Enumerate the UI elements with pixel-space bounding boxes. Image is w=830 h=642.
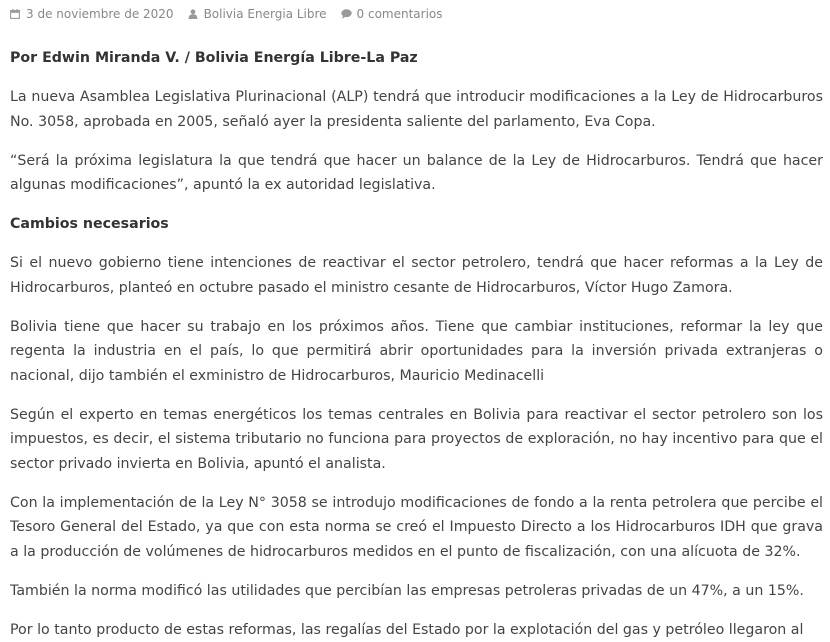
comment-icon <box>341 9 351 19</box>
post-date-text[interactable]: 3 de noviembre de 2020 <box>26 7 174 21</box>
post-author[interactable] <box>188 7 327 21</box>
section-heading <box>10 212 823 237</box>
paragraph: Con la implementación de la Ley N° 3058 se introdujo modificaciones de fondo a la renta petrolera que percibe el Tesoro General del Estado, ya que con esta norma se creó el Impuesto Directo a los Hidrocarburos IDH que grava a la producción de volúmenes de hidrocarburos medidos en el punto de fiscalización, con una alícuota de 32%. <box>10 491 823 565</box>
paragraph: También la norma modificó las utilidades que percibían las empresas petroleras privadas de un 47%, a un 15%. <box>10 579 823 604</box>
article-byline <box>10 46 823 71</box>
article-body <box>10 46 823 642</box>
post-meta <box>10 1 823 27</box>
post-comments-text[interactable]: 0 comentarios <box>357 7 443 21</box>
paragraph: Si el nuevo gobierno tiene intenciones de reactivar el sector petrolero, tendrá que hacer reformas a la Ley de Hidrocarburos, planteó en octubre pasado el ministro cesante de Hidrocarburos, Víctor Hugo Zamora. <box>10 251 823 300</box>
section-heading-text: Cambios necesarios <box>10 216 169 232</box>
post-comments[interactable] <box>341 7 443 21</box>
calendar-icon <box>10 9 20 19</box>
post-author-text[interactable]: Bolivia Energia Libre <box>204 7 327 21</box>
user-icon <box>188 9 198 19</box>
post-date[interactable] <box>10 7 174 21</box>
paragraph: Bolivia tiene que hacer su trabajo en los próximos años. Tiene que cambiar instituciones, reformar la ley que regenta la industria en el país, lo que permitirá abrir oportunidades para la inversión privada extranjeras o nacional, dijo también el exministro de Hidrocarburos, Mauricio Medinacelli <box>10 315 823 389</box>
paragraph: Según el experto en temas energéticos los temas centrales en Bolivia para reactivar el sector petrolero son los impuestos, es decir, el sistema tributario no funciona para proyectos de exploración, no hay incentivo para que el sector privado invierta en Bolivia, apuntó el analista. <box>10 403 823 477</box>
paragraph: La nueva Asamblea Legislativa Plurinacional (ALP) tendrá que introducir modificaciones a la Ley de Hidrocarburos No. 3058, aprobada en 2005, señaló ayer la presidenta saliente del parlamento, Eva Copa. <box>10 85 823 134</box>
paragraph: “Será la próxima legislatura la que tendrá que hacer un balance de la Ley de Hidrocarburos. Tendrá que hacer algunas modificaciones”, apuntó la ex autoridad legislativa. <box>10 149 823 198</box>
byline-text: Por Edwin Miranda V. / Bolivia Energía Libre-La Paz <box>10 50 418 66</box>
paragraph: Por lo tanto producto de estas reformas, las regalías del Estado por la explotación del gas y petróleo llegaron al <box>10 618 823 642</box>
article <box>10 0 823 642</box>
